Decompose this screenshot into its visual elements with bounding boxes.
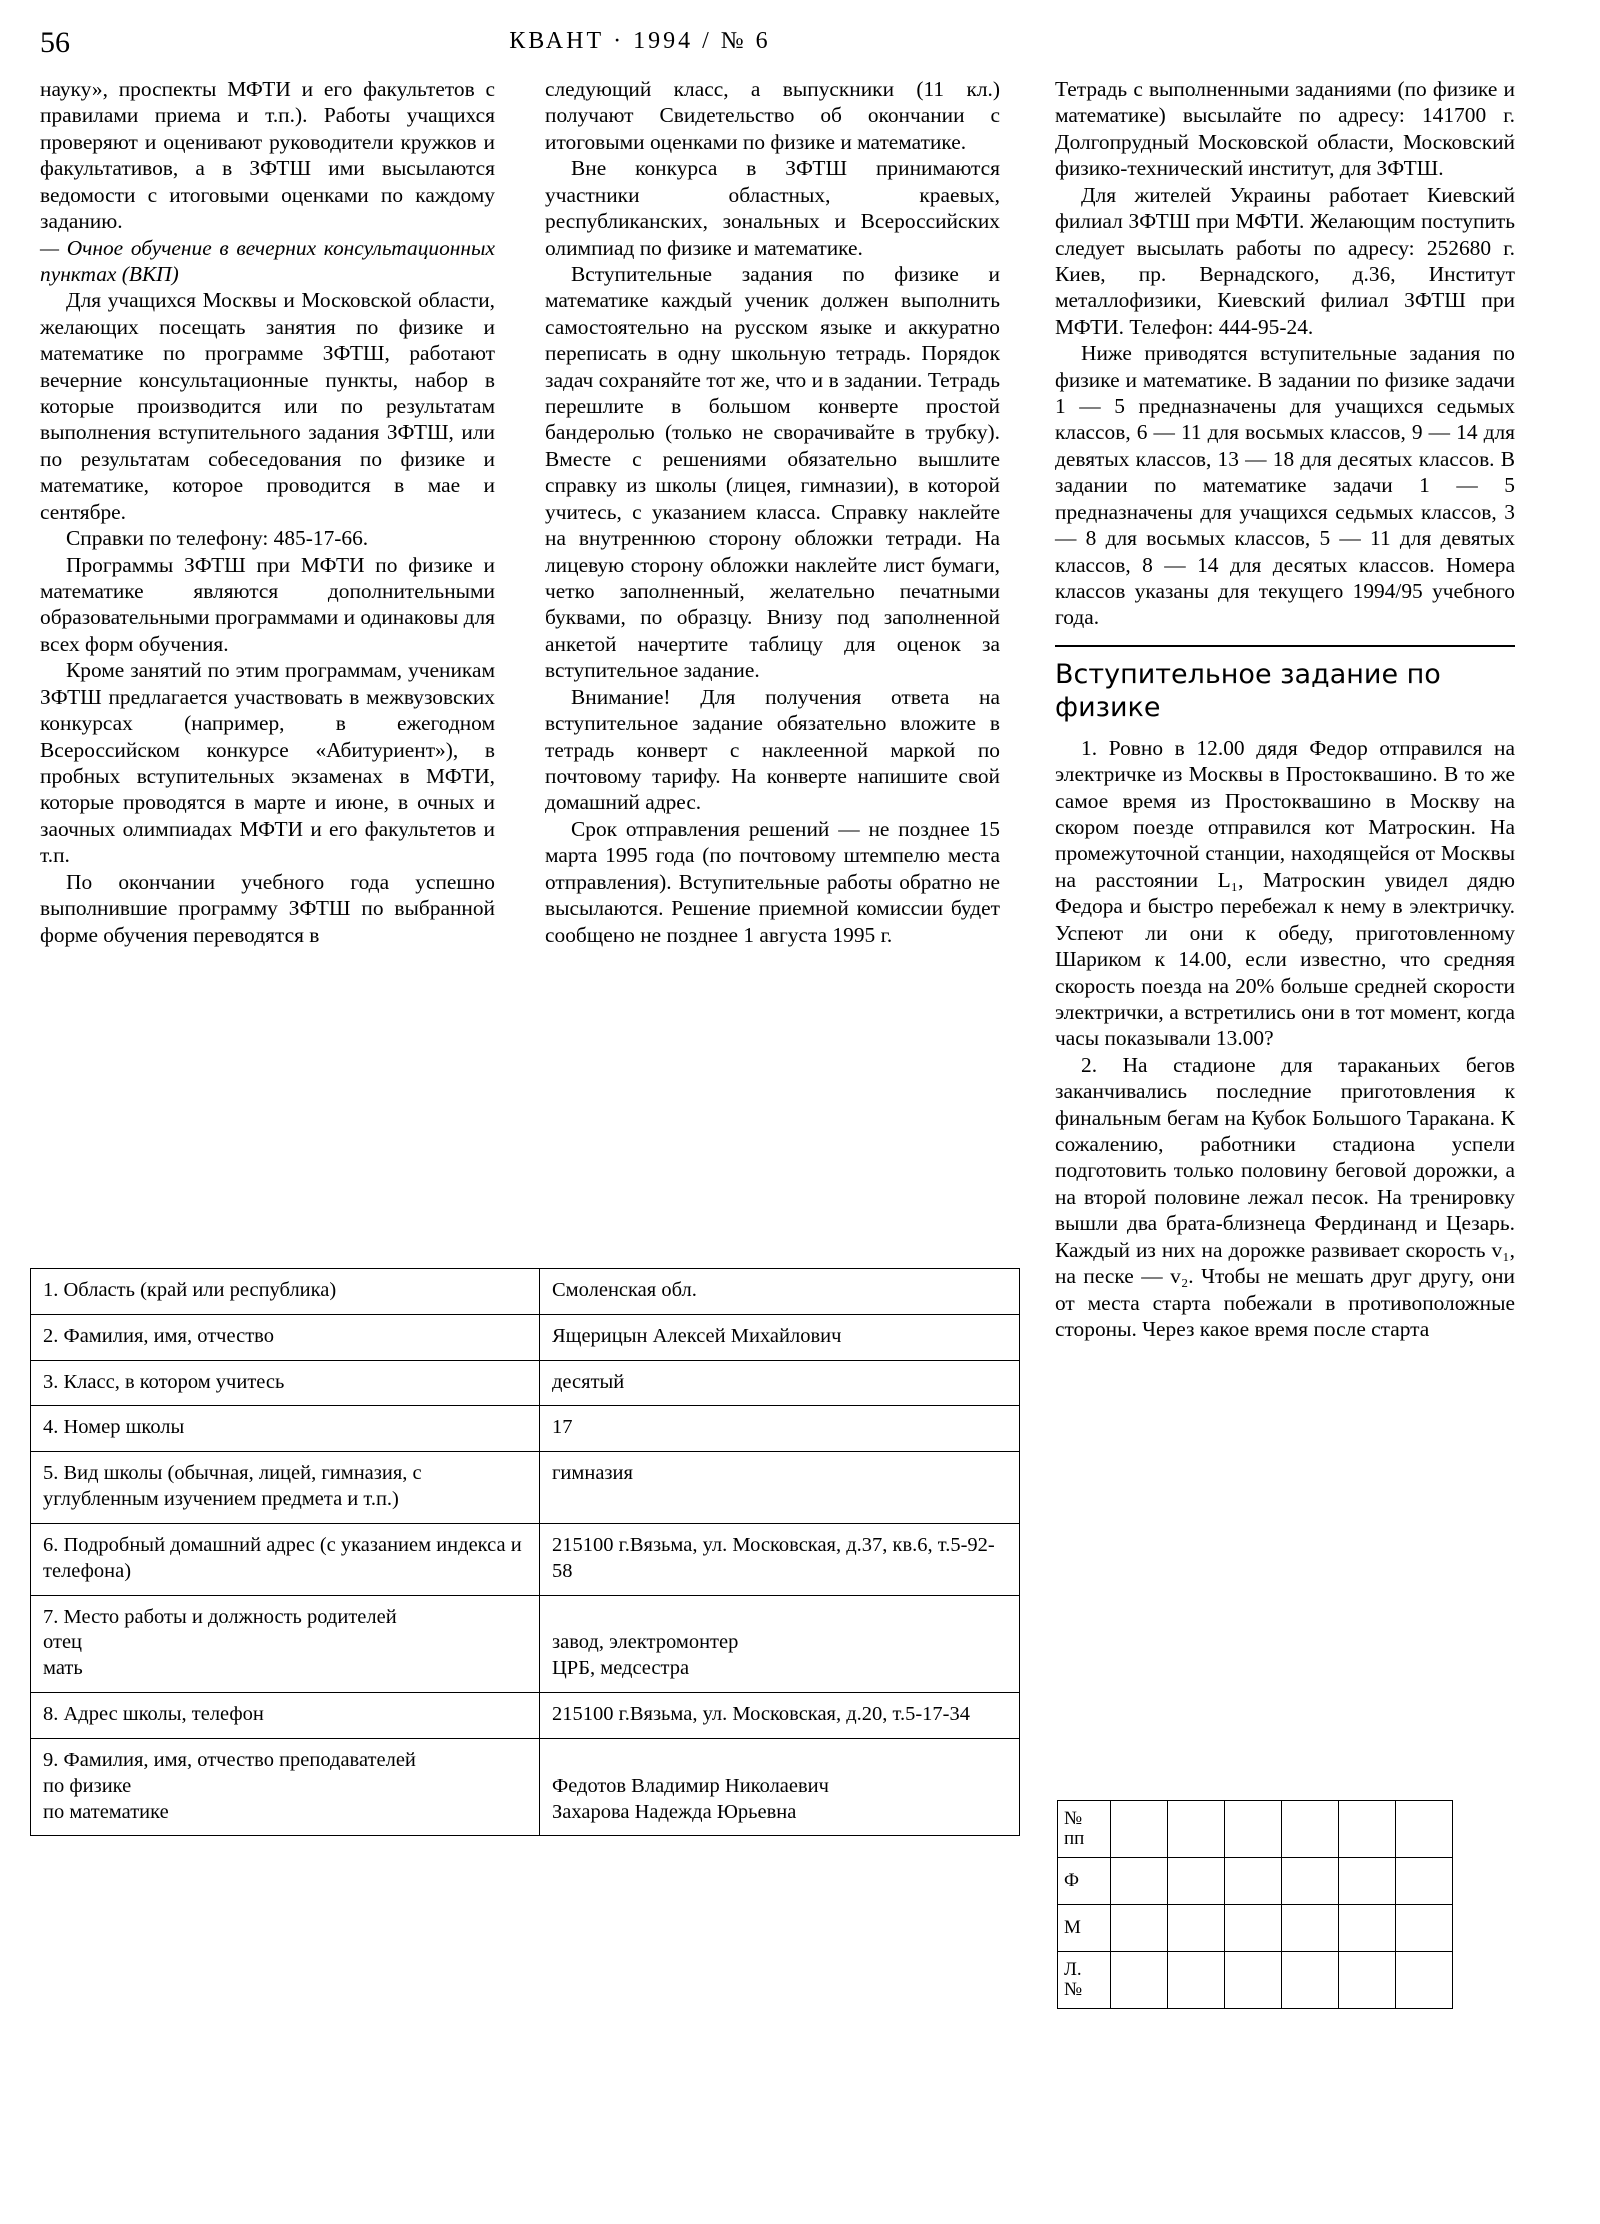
grid-cell xyxy=(1339,1905,1396,1952)
form-answer: завод, электромонтер ЦРБ, медсестра xyxy=(540,1595,1020,1692)
form-answer: 215100 г.Вязьма, ул. Московская, д.20, т.5-17-34 xyxy=(540,1693,1020,1739)
table-row xyxy=(1058,1952,1453,2009)
paragraph: науку», проспекты МФТИ и его факультетов с правилами приема и т.п.). Работы учащихся проверяют и оценивают руководители кружков и факультативов, а в ЗФТШ ими высылаются ведомости с итоговыми оценками по каждому заданию. xyxy=(40,77,495,234)
grid-row-label: М xyxy=(1058,1905,1111,1952)
form-question: 1. Область (край или республика) xyxy=(31,1269,540,1315)
table-row xyxy=(1058,1801,1453,1858)
grid-row-label: Ф xyxy=(1058,1858,1111,1905)
form-question: 7. Место работы и должность родителей отец мать xyxy=(31,1595,540,1692)
grid-cell xyxy=(1282,1905,1339,1952)
grid-cell xyxy=(1225,1905,1282,1952)
form-question: 9. Фамилия, имя, отчество преподавателей по физике по математике xyxy=(31,1738,540,1835)
form-answer: 215100 г.Вязьма, ул. Московская, д.37, кв.6, т.5-92-58 xyxy=(540,1523,1020,1595)
paragraph: Тетрадь с выполненными заданиями (по физике и математике) высылайте по адресу: 141700 г. Долгопрудный Московской области, Московский физико-технический институт, для ЗФТШ. xyxy=(1055,77,1515,181)
table-row xyxy=(31,1314,1020,1360)
paragraph: Внимание! Для получения ответа на вступительное задание обязательно вложите в тетрадь конверт с наклеенной маркой по почтовому тарифу. На конверте напишите свой домашний адрес. xyxy=(545,684,1000,815)
paragraph: Вступительные задания по физике и математике каждый ученик должен выполнить самостоятельно на русском языке и аккуратно переписать в одну школьную тетрадь. Порядок задач сохраняйте тот же, что и в задании. Тетрадь перешлите в большом конверте простой бандеролью (только не сворачивайте в трубку). Вместе с решениями обязательно вышлите справку из школы (лицея, гимназии), в которой учитесь, с указанием класса. Справку наклейте на внутреннюю сторону обложки тетради. На лицевую сторону обложки наклейте лист бумаги, четко заполненный, желательно печатными буквами, по образцу. Внизу под заполненной анкетой начертите таблицу для оценок за вступительное задание. xyxy=(545,261,1000,683)
paragraph: Вне конкурса в ЗФТШ принимаются участники областных, краевых, республиканских, зональных и Всероссийских олимпиад по физике и математике. xyxy=(545,156,1000,260)
grid-cell xyxy=(1396,1858,1453,1905)
form-question: 3. Класс, в котором учитесь xyxy=(31,1360,540,1406)
paragraph: По окончании учебного года успешно выполнившие программу ЗФТШ по выбранной форме обучения переводятся в xyxy=(40,869,495,947)
grid-cell xyxy=(1282,1801,1339,1858)
paragraph: Срок отправления решений — не позднее 15 марта 1995 года (по почтовому штемпелю места отправления). Вступительные работы обратно не высылаются. Решение приемной комиссии будет сообщено не позднее 1 августа 1995 г. xyxy=(545,816,1000,947)
page-number: 56 xyxy=(40,26,70,59)
paragraph: Для жителей Украины работает Киевский филиал ЗФТШ при МФТИ. Желающим поступить следует высылать работы по адресу: 252680 г. Киев, пр. Вернадского, д.36, Институт металлофизики, Киевский филиал ЗФТШ при МФТИ. Телефон: 444-95-24. xyxy=(1055,182,1515,339)
grid-row-label: № пп xyxy=(1058,1801,1111,1858)
paragraph-subheading: — Очное обучение в вечерних консультационных пунктах (ВКП) xyxy=(40,235,495,286)
paragraph: Для учащихся Москвы и Московской области, желающих посещать занятия по физике и математике по программе ЗФТШ, работают вечерние консультационные пункты, набор в которые производится или по результатам выполнения вступительного задания ЗФТШ, или по результатам собеседования по физике и математике, которое проводится в мае и сентябре. xyxy=(40,288,495,524)
table-row xyxy=(31,1523,1020,1595)
problem-2: 2. На стадионе для тараканьих бегов заканчивались последние приготовления к финальным бегам на Кубок Большого Таракана. К сожалению, работники стадиона успели подготовить только половину беговой дорожки, а на второй половине лежал песок. На тренировку вышли два брата-близнеца Фердинанд и Цезарь. Каждый из них на дорожке развивает скорость v₁, на песке — v₂. Чтобы не мешать друг другу, они от места старта побежали в противоположные стороны. Через какое время после старта xyxy=(1055,1052,1515,1342)
table-row xyxy=(1058,1858,1453,1905)
text-column-1 xyxy=(40,76,495,948)
table-row xyxy=(31,1406,1020,1452)
text-column-3 xyxy=(1055,76,1515,1342)
paragraph: Программы ЗФТШ при МФТИ по физике и математике являются дополнительными образовательными программами и одинаковы для всех форм обучения. xyxy=(40,552,495,656)
page-header xyxy=(40,26,1560,70)
grid-cell xyxy=(1225,1952,1282,2009)
form-question: 4. Номер школы xyxy=(31,1406,540,1452)
paragraph: Кроме занятий по этим программам, ученикам ЗФТШ предлагается участвовать в межвузовских конкурсах (например, в ежегодном Всероссийском конкурсе «Абитуриент»), в пробных вступительных экзаменах в МФТИ, которые проводятся в марте и июне, в очных и заочных олимпиадах МФТИ и его факультетов и т.п. xyxy=(40,658,495,868)
paragraph: Ниже приводятся вступительные задания по физике и математике. В задании по физике задачи 1 — 5 предназначены для учащихся седьмых классов, 6 — 11 для восьмых классов, 9 — 14 для девятых классов, 13 — 18 для десятых классов. В задании по математике задачи 1 — 5 предназначены для учащихся седьмых классов, 3 — 8 для восьмых классов, 5 — 11 для девятых классов, 8 — 14 для десятых классов. Номера классов указаны для текущего 1994/95 учебного года. xyxy=(1055,341,1515,630)
form-answer: Ящерицын Алексей Михайлович xyxy=(540,1314,1020,1360)
table-row xyxy=(31,1738,1020,1835)
table-row xyxy=(31,1452,1020,1524)
text-column-2 xyxy=(545,76,1000,948)
grid-cell xyxy=(1339,1801,1396,1858)
form-answer: Смоленская обл. xyxy=(540,1269,1020,1315)
grid-cell xyxy=(1168,1858,1225,1905)
grid-cell xyxy=(1111,1858,1168,1905)
grid-cell xyxy=(1111,1801,1168,1858)
form-answer: десятый xyxy=(540,1360,1020,1406)
grid-cell xyxy=(1168,1801,1225,1858)
table-row xyxy=(31,1595,1020,1692)
grid-cell xyxy=(1282,1858,1339,1905)
section-heading: Вступительное задание по физике xyxy=(1055,645,1515,725)
paragraph: следующий класс, а выпускники (11 кл.) получают Свидетельство об окончании с итоговыми оценками по физике и математике. xyxy=(545,77,1000,154)
grid-cell xyxy=(1339,1952,1396,2009)
grid-cell xyxy=(1225,1858,1282,1905)
grid-cell xyxy=(1396,1905,1453,1952)
paragraph: Справки по телефону: 485-17-66. xyxy=(66,526,369,551)
table-row xyxy=(1058,1905,1453,1952)
grid-cell xyxy=(1111,1905,1168,1952)
form-question: 6. Подробный домашний адрес (с указанием индекса и телефона) xyxy=(31,1523,540,1595)
grid-cell xyxy=(1168,1905,1225,1952)
grid-cell xyxy=(1396,1952,1453,2009)
running-title: КВАНТ · 1994 / № 6 xyxy=(509,28,771,54)
grid-cell xyxy=(1225,1801,1282,1858)
grid-cell xyxy=(1339,1858,1396,1905)
application-form-table xyxy=(30,1268,1020,1836)
table-row xyxy=(31,1693,1020,1739)
grid-cell xyxy=(1396,1801,1453,1858)
problem-1: 1. Ровно в 12.00 дядя Федор отправился на электричке из Москвы в Простоквашино. В то же самое время из Простоквашино в Москву на скором поезде отправился кот Матроскин. На промежуточной станции, находящейся от Москвы на расстоянии L₁, Матроскин увидел дядю Федора и быстро перебежал к нему в электричку. Успеют ли они к обеду, приготовленному Шариком к 14.00, если известно, что средняя скорость поезда на 20% больше средней скорости электрички, а встретились они в тот момент, когда часы показывали 13.00? xyxy=(1055,735,1515,1051)
form-answer: Федотов Владимир Николаевич Захарова Надежда Юрьевна xyxy=(540,1738,1020,1835)
grades-grid-table xyxy=(1057,1800,1453,2009)
table-row xyxy=(31,1269,1020,1315)
grid-cell xyxy=(1168,1952,1225,2009)
grid-row-label: Л. № xyxy=(1058,1952,1111,2009)
form-answer: гимназия xyxy=(540,1452,1020,1524)
grid-cell xyxy=(1282,1952,1339,2009)
form-question: 5. Вид школы (обычная, лицей, гимназия, с углубленным изучением предмета и т.п.) xyxy=(31,1452,540,1524)
grid-cell xyxy=(1111,1952,1168,2009)
form-question: 2. Фамилия, имя, отчество xyxy=(31,1314,540,1360)
form-answer: 17 xyxy=(540,1406,1020,1452)
form-question: 8. Адрес школы, телефон xyxy=(31,1693,540,1739)
table-row xyxy=(31,1360,1020,1406)
